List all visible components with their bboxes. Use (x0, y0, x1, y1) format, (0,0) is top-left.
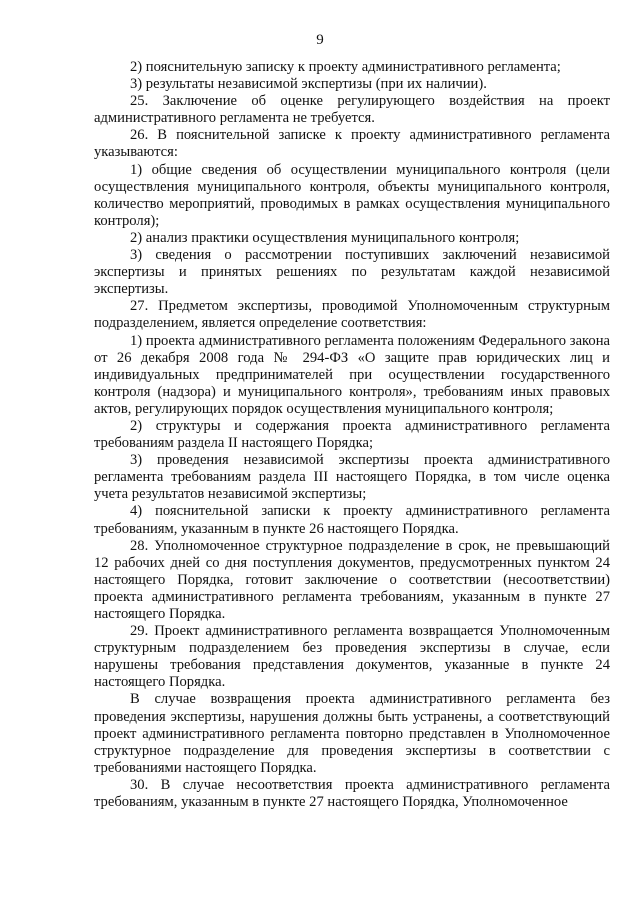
paragraph: 29. Проект административного регламента возвращается Уполномоченным структурным подразделением без проведения экспертизы в случае, если нарушены требования представления документов, указанные в пункте 24 настоящего Порядка. (94, 623, 610, 691)
paragraph: 25. Заключение об оценке регулирующего воздействия на проект административного регламента не требуется. (94, 93, 610, 127)
paragraph: 27. Предметом экспертизы, проводимой Уполномоченным структурным подразделением, является определение соответствия: (94, 298, 610, 332)
paragraph: 3) сведения о рассмотрении поступивших заключений независимой экспертизы и принятых решениях по результатам каждой независимой экспертизы. (94, 247, 610, 298)
paragraph: 2) анализ практики осуществления муниципального контроля; (130, 229, 520, 246)
paragraph: 26. В пояснительной записке к проекту административного регламента указываются: (94, 127, 610, 161)
paragraph: 30. В случае несоответствия проекта административного регламента требованиям, указанным в пункте 27 настоящего Порядка, Уполномоченное (94, 776, 610, 811)
paragraph: 3) результаты независимой экспертизы (при их наличии). (130, 76, 487, 93)
paragraph: 3) проведения независимой экспертизы проекта административного регламента требованиям раздела III настоящего Порядка, в том числе оценка учета результатов независимой экспертизы; (94, 452, 610, 503)
paragraph: 2) пояснительную записку к проекту административного регламента; (130, 59, 561, 75)
paragraph: 1) проекта административного регламента положениям Федерального закона от 26 декабря 2008 года № 294-ФЗ «О защите прав юридических лиц и индивидуальных предпринимателей при осуществлении государственного контроля (надзора) и муниципального контроля», требованиям иных правовых актов, регулирующих порядок осуществления муниципального контроля; (94, 332, 610, 417)
document-body (94, 59, 610, 811)
paragraph: 28. Уполномоченное структурное подразделение в срок, не превышающий 12 рабочих дней со дня поступления документов, предусмотренных пунктом 24 настоящего Порядка, готовит заключение о соответствии (несоответствии) проекта административного регламента требованиям, указанным в пункте 27 настоящего Порядка. (94, 537, 610, 622)
paragraph: 1) общие сведения об осуществлении муниципального контроля (цели осуществления муниципального контроля, объекты муниципального контроля, количество мероприятий, проводимых в рамках осуществления муниципального контроля); (94, 161, 610, 229)
paragraph: 2) структуры и содержания проекта административного регламента требованиям раздела II настоящего Порядка; (94, 417, 610, 452)
page-number: 9 (316, 32, 324, 48)
paragraph: В случае возвращения проекта административного регламента без проведения экспертизы, нарушения должны быть устранены, а соответствующий проект административного регламента повторно представлен в Уполномоченное структурное подразделение для проведения экспертизы в соответствии с требованиями настоящего Порядка. (94, 691, 610, 776)
paragraph: 4) пояснительной записки к проекту административного регламента требованиям, указанным в пункте 26 настоящего Порядка. (94, 503, 610, 537)
